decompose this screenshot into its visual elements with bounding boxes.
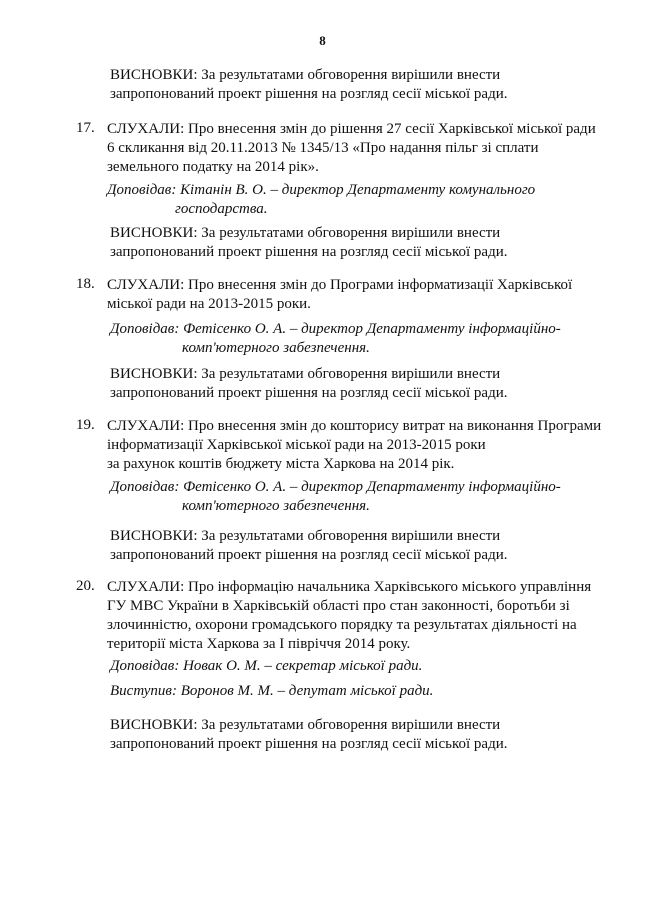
conclusion-word: ВИСНОВКИ: За (110, 528, 216, 544)
heard-line: за рахунок коштів бюджету міста Харкова на 2014 рік. (107, 456, 455, 472)
speaker-block (110, 478, 605, 516)
speaker-block (110, 657, 605, 676)
conclusion-word: вирішили (391, 717, 454, 733)
heard-line: СЛУХАЛИ: Про внесення змін до Програми інформатизації Харківської (107, 277, 573, 293)
conclusion-line: запропонований проект рішення на розгляд сесії міської ради. (110, 736, 508, 752)
speaker-block (110, 320, 605, 358)
heard-line: інформатизації Харківської міської ради на 2013-2015 роки (107, 437, 486, 453)
conclusion-line: запропонований проект рішення на розгляд сесії міської ради. (110, 547, 508, 563)
conclusion-word: обговорення (307, 67, 388, 83)
speaker-line: Доповідав: Кітанін В. О. – директор Департаменту комунального (107, 182, 536, 198)
conclusion-word: вирішили (391, 366, 454, 382)
conclusion-word: результатами (219, 225, 304, 241)
heard-line: СЛУХАЛИ: Про внесення змін до кошторису витрат на виконання Програми (107, 418, 602, 434)
conclusion-word: внести (456, 528, 501, 544)
conclusion-word: обговорення (307, 366, 388, 382)
conclusion-word: вирішили (391, 225, 454, 241)
conclusion-block (110, 527, 605, 565)
heard-line: території міста Харкова за І півріччя 2014 року. (107, 636, 411, 652)
item-number: 18. (76, 276, 95, 292)
conclusion-word: обговорення (307, 225, 388, 241)
item-number: 17. (76, 120, 95, 136)
conclusion-block (110, 716, 605, 754)
speaker-line: комп'ютерного забезпечення. (182, 340, 370, 356)
conclusion-word: результатами (219, 366, 304, 382)
speaker-line: Доповідав: Фетісенко О. А. – директор Департаменту інформаційно- (110, 479, 561, 495)
heard-line: земельного податку на 2014 рік». (107, 159, 319, 175)
conclusion-word: внести (456, 717, 501, 733)
conclusion-word: вирішили (391, 67, 454, 83)
conclusion-line: запропонований проект рішення на розгляд сесії міської ради. (110, 385, 508, 401)
conclusion-word: вирішили (391, 528, 454, 544)
speaker-line: Доповідав: Фетісенко О. А. – директор Департаменту інформаційно- (110, 321, 561, 337)
conclusion-line: запропонований проект рішення на розгляд сесії міської ради. (110, 86, 508, 102)
page-number: 8 (319, 33, 326, 48)
speaker-line: Доповідав: Новак О. М. – секретар міської ради. (110, 658, 423, 674)
conclusion-word: результатами (219, 67, 304, 83)
conclusion-block (110, 66, 605, 104)
heard-block (107, 276, 605, 314)
conclusion-word: внести (456, 225, 501, 241)
heard-line: СЛУХАЛИ: Про інформацію начальника Харківського міського управління (107, 579, 592, 595)
conclusion-word: ВИСНОВКИ: За (110, 67, 216, 83)
conclusion-word: ВИСНОВКИ: За (110, 717, 216, 733)
heard-line: ГУ МВС України в Харківській області про стан законності, боротьби зі (107, 598, 570, 614)
conclusion-word: обговорення (307, 528, 388, 544)
heard-block (107, 578, 605, 654)
heard-line: міської ради на 2013-2015 роки. (107, 296, 311, 312)
heard-line: СЛУХАЛИ: Про внесення змін до рішення 27 сесії Харківської міської ради (107, 121, 596, 137)
conclusion-word: результатами (219, 717, 304, 733)
conclusion-word: ВИСНОВКИ: За (110, 225, 216, 241)
conclusion-block (110, 365, 605, 403)
heard-line: 6 скликання від 20.11.2013 № 1345/13 «Про надання пільг зі сплати (107, 140, 539, 156)
speaker-block (110, 682, 605, 701)
conclusion-block (110, 224, 605, 262)
heard-block (107, 417, 605, 474)
speaker-line: господарства. (175, 201, 268, 217)
item-number: 20. (76, 578, 95, 594)
conclusion-word: внести (456, 67, 501, 83)
conclusion-word: результатами (219, 528, 304, 544)
speaker-line: комп'ютерного забезпечення. (182, 498, 370, 514)
heard-block (107, 120, 605, 177)
item-number: 19. (76, 417, 95, 433)
conclusion-word: обговорення (307, 717, 388, 733)
speaker-block (107, 181, 605, 219)
conclusion-word: внести (456, 366, 501, 382)
conclusion-line: запропонований проект рішення на розгляд сесії міської ради. (110, 244, 508, 260)
conclusion-word: ВИСНОВКИ: За (110, 366, 216, 382)
heard-line: злочинністю, охорони громадського порядку та результатах діяльності на (107, 617, 577, 633)
speaker-line: Виступив: Воронов М. М. – депутат міської ради. (110, 683, 434, 699)
